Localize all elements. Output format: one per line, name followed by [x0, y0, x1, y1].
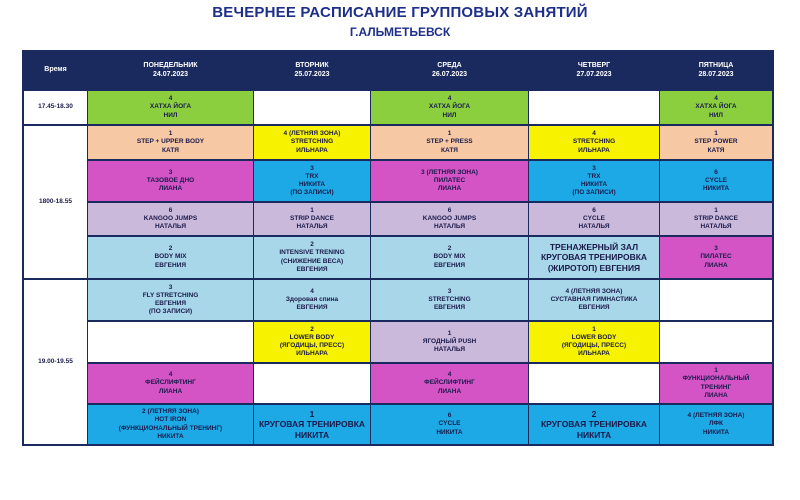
class-cell-line: НИКИТА: [702, 185, 730, 193]
class-cell-line: (ПО ЗАПИСИ): [290, 189, 334, 197]
class-cell-line: 4 (ЛЕТНЯЯ ЗОНА): [687, 412, 745, 420]
class-cell-line: 2: [447, 245, 452, 253]
class-cell-line: FLY STRETCHING: [142, 291, 199, 299]
class-cell: [371, 203, 528, 235]
class-cell-line: ЛИАНА: [704, 391, 728, 399]
class-cell-line: BODY MIX: [433, 253, 466, 261]
empty-cell: [529, 364, 659, 403]
class-cell-line: (ФУНКЦИОНАЛЬНЫЙ ТРЕНИНГ): [118, 424, 223, 432]
class-cell-line: 2: [168, 245, 173, 253]
schedule-table: [22, 50, 774, 446]
class-cell-line: 6: [592, 206, 596, 214]
class-cell-line: CYCLE: [438, 420, 461, 428]
class-cell: [88, 203, 253, 235]
class-cell-line: НИКИТА: [580, 181, 608, 188]
class-cell-line: ФЕЙСЛИФТИНГ: [145, 379, 196, 387]
class-cell-line: KANGOO JUMPS: [143, 214, 198, 222]
class-cell-line: 6: [168, 206, 173, 214]
day-date: 27.07.2023: [576, 70, 612, 78]
class-cell-line: ИЛЬНАРА: [578, 146, 610, 154]
class-cell: [254, 203, 370, 235]
class-cell-line: Здоровая спина: [285, 295, 339, 303]
class-cell-line: (ПО ЗАПИСИ): [572, 189, 616, 197]
time-slot-1: 17.45-18.30: [24, 91, 87, 124]
class-cell: [254, 126, 370, 159]
class-cell-line: ФЕЙСЛИФТИНГ: [424, 379, 475, 387]
class-cell-line: 4 (ЛЕТНЯЯ ЗОНА): [283, 130, 341, 138]
class-cell-line: НАТАЛЬЯ: [700, 223, 732, 231]
class-cell-line: STRETCHING: [428, 295, 471, 303]
class-cell: [88, 91, 253, 124]
class-cell-line: TRX: [587, 172, 601, 180]
class-cell-line: НИЛ: [442, 111, 457, 119]
class-cell-line: НАТАЛЬЯ: [578, 223, 610, 231]
header-day-friday: [660, 52, 772, 89]
class-cell-line: 1: [168, 130, 173, 138]
class-cell-line: ЛИАНА: [437, 387, 462, 395]
class-cell-line: 2: [591, 408, 597, 419]
class-cell-line: 1: [592, 325, 596, 333]
class-cell-line: TRX: [305, 172, 319, 180]
day-date: 25.07.2023: [294, 70, 330, 78]
class-cell: [529, 322, 659, 362]
class-cell: [660, 126, 772, 159]
class-cell-line: (ЖИРОТОП) ЕВГЕНИЯ: [547, 262, 641, 273]
class-cell: [254, 161, 370, 201]
class-cell: [529, 203, 659, 235]
class-cell: [529, 161, 659, 201]
class-cell: [254, 280, 370, 320]
class-cell-line: (СНИЖЕНИЕ ВЕСА): [280, 257, 344, 265]
class-cell-line: НИКИТА: [157, 432, 184, 440]
class-cell-line: НАТАЛЬЯ: [433, 223, 466, 231]
day-name: ВТОРНИК: [295, 61, 329, 69]
class-cell-line: 4: [168, 371, 173, 379]
class-cell-line: 6: [447, 206, 452, 214]
class-cell-line: 2: [310, 241, 314, 249]
class-cell-line: STEP POWER: [694, 138, 738, 146]
class-cell: [88, 280, 253, 320]
class-cell-line: ХАТХА ЙОГА: [695, 103, 737, 111]
class-cell-line: ЛИАНА: [437, 185, 462, 193]
header-time: Время: [44, 66, 67, 74]
class-cell-line: 4: [592, 130, 596, 138]
class-cell-line: 1: [714, 367, 718, 375]
class-cell: [660, 405, 772, 444]
class-cell-line: LOWER BODY: [289, 333, 335, 341]
class-cell-line: STRIP DANCE: [290, 214, 334, 222]
class-cell-line: КРУГОВАЯ ТРЕНИРОВКА: [540, 419, 648, 430]
class-cell: [371, 237, 528, 278]
class-cell-line: НАТАЛЬЯ: [296, 223, 328, 231]
class-cell-line: (ПО ЗАПИСИ): [148, 308, 193, 316]
class-cell-line: 3: [447, 287, 452, 295]
class-cell: [529, 126, 659, 159]
empty-cell: [254, 364, 370, 403]
class-cell-line: 4 (ЛЕТНЯЯ ЗОНА): [565, 287, 623, 295]
empty-cell: [660, 322, 772, 362]
page-subtitle: Г.АЛЬМЕТЬЕВСК: [349, 25, 451, 39]
class-cell: [660, 91, 772, 124]
class-cell-line: 2 (ЛЕТНЯЯ ЗОНА): [142, 408, 199, 416]
class-cell-line: 1: [447, 130, 452, 138]
class-cell-line: 3: [168, 283, 173, 291]
class-cell: [529, 237, 659, 278]
class-cell-line: (ЯГОДИЦЫ, ПРЕСС): [561, 342, 627, 349]
class-cell-line: НИКИТА: [576, 429, 612, 440]
class-cell-line: 4: [714, 95, 718, 103]
class-cell-line: LOWER BODY: [571, 333, 617, 341]
class-cell-line: ЕВГЕНИЯ: [296, 265, 328, 273]
time-slot-2: 1800-18.55: [24, 126, 87, 278]
class-cell: [371, 364, 528, 403]
class-cell: [88, 161, 253, 201]
class-cell-line: ПИЛАТЕС: [700, 253, 732, 261]
class-cell-line: 4: [310, 287, 314, 295]
class-cell-line: STRETCHING: [290, 138, 334, 146]
empty-cell: [88, 322, 253, 362]
class-cell-line: (ЯГОДИЦЫ, ПРЕСС): [279, 342, 345, 349]
class-cell-line: НАТАЛЬЯ: [154, 223, 187, 231]
class-cell: [88, 364, 253, 403]
class-cell-line: 4: [447, 95, 452, 103]
class-cell-line: 1: [714, 130, 718, 138]
class-cell-line: НИКИТА: [702, 428, 730, 436]
class-cell-line: ЕВГЕНИЯ: [578, 304, 610, 312]
day-name: ПЯТНИЦА: [698, 61, 734, 69]
class-cell-line: STEP + PRESS: [426, 138, 473, 146]
day-name: СРЕДА: [437, 61, 462, 69]
class-cell-line: НИКИТА: [436, 428, 463, 436]
class-cell-line: 4: [447, 371, 452, 379]
time-slot-3: 19.00-19.55: [24, 280, 87, 444]
class-cell-line: 2: [310, 325, 314, 333]
class-cell-line: STRIP DANCE: [694, 214, 738, 222]
header-day-tuesday: [254, 52, 370, 89]
class-cell-line: 3: [168, 168, 173, 176]
day-date: 26.07.2023: [431, 70, 468, 78]
class-cell-line: КРУГОВАЯ ТРЕНИРОВКА: [540, 252, 648, 263]
class-cell-line: ТРЕНИНГ: [700, 383, 732, 391]
class-cell: [529, 405, 659, 444]
class-cell-line: СУСТАВНАЯ ГИМНАСТИКА: [550, 295, 638, 303]
class-cell-line: НИКИТА: [294, 429, 330, 440]
class-cell-line: ХАТХА ЙОГА: [149, 103, 192, 111]
class-cell-line: НИЛ: [163, 111, 178, 119]
header-day-thursday: [529, 52, 659, 89]
class-cell-line: ИЛЬНАРА: [296, 146, 328, 154]
class-cell-line: ФУНКЦИОНАЛЬНЫЙ: [682, 375, 750, 383]
day-date: 24.07.2023: [152, 70, 189, 78]
class-cell-line: 3: [714, 245, 718, 253]
class-cell-line: 6: [714, 168, 718, 176]
class-cell: [371, 280, 528, 320]
class-cell-line: ТРЕНАЖЕРНЫЙ ЗАЛ: [549, 241, 639, 252]
class-cell: [88, 126, 253, 159]
class-cell-line: ЕВГЕНИЯ: [154, 261, 187, 269]
class-cell-line: 3: [592, 164, 596, 172]
class-cell-line: 1: [309, 408, 315, 419]
class-cell-line: ТАЗОВОЕ ДНО: [146, 176, 195, 184]
header-day-monday: [88, 52, 253, 89]
class-cell-line: BODY MIX: [154, 253, 187, 261]
class-cell: [660, 161, 772, 201]
class-cell-line: INTENSIVE TRENING: [279, 249, 345, 257]
class-cell-line: ИЛЬНАРА: [578, 350, 610, 358]
class-cell-line: КАТЯ: [707, 146, 725, 154]
class-cell-line: ЛИАНА: [158, 387, 183, 395]
class-cell-line: 1: [714, 206, 718, 214]
class-cell: [371, 91, 528, 124]
class-cell: [371, 322, 528, 362]
class-cell: [660, 203, 772, 235]
class-cell-line: ЕВГЕНИЯ: [433, 304, 466, 312]
class-cell: [660, 237, 772, 278]
class-cell: [660, 364, 772, 403]
class-cell-line: 1: [447, 329, 452, 337]
empty-cell: [254, 91, 370, 124]
empty-cell: [660, 280, 772, 320]
class-cell-line: ЛИАНА: [158, 185, 183, 193]
class-cell-line: STRETCHING: [572, 138, 616, 146]
class-cell-line: ПИЛАТЕС: [433, 176, 466, 184]
class-cell: [529, 280, 659, 320]
class-cell-line: 3 (ЛЕТНЯЯ ЗОНА): [421, 168, 478, 176]
day-name: ПОНЕДЕЛЬНИК: [143, 61, 198, 69]
class-cell-line: ЛИАНА: [704, 261, 728, 269]
class-cell-line: ЕВГЕНИЯ: [433, 261, 466, 269]
class-cell-line: ЯГОДНЫЙ PUSH: [422, 337, 477, 345]
class-cell: [371, 161, 528, 201]
day-name: ЧЕТВЕРГ: [577, 61, 611, 69]
empty-cell: [529, 91, 659, 124]
class-cell-line: ИЛЬНАРА: [296, 350, 328, 358]
class-cell-line: ЕВГЕНИЯ: [296, 304, 328, 312]
class-cell-line: CYCLE: [704, 176, 728, 184]
class-cell-line: КАТЯ: [441, 146, 458, 154]
header-day-wednesday: [371, 52, 528, 89]
class-cell-line: HOT IRON: [154, 416, 187, 424]
class-cell: [254, 405, 370, 444]
class-cell-line: НИЛ: [709, 111, 723, 119]
class-cell-line: НАТАЛЬЯ: [433, 346, 466, 354]
class-cell: [371, 126, 528, 159]
class-cell-line: KANGOO JUMPS: [422, 214, 477, 222]
class-cell-line: ХАТХА ЙОГА: [428, 103, 471, 111]
class-cell-line: НИКИТА: [298, 181, 326, 188]
class-cell-line: ЛФК: [708, 420, 724, 428]
class-cell: [254, 322, 370, 362]
class-cell-line: 1: [310, 206, 314, 214]
class-cell: [88, 237, 253, 278]
class-cell-line: CYCLE: [582, 214, 606, 222]
class-cell-line: КРУГОВАЯ ТРЕНИРОВКА: [258, 419, 366, 430]
class-cell-line: КАТЯ: [162, 146, 179, 154]
class-cell: [254, 237, 370, 278]
class-cell: [371, 405, 528, 444]
class-cell-line: ЕВГЕНИЯ: [154, 300, 187, 307]
class-cell-line: 3: [310, 164, 314, 172]
page-title: ВЕЧЕРНЕЕ РАСПИСАНИЕ ГРУППОВЫХ ЗАНЯТИЙ: [212, 4, 588, 21]
day-date: 28.07.2023: [698, 70, 734, 78]
class-cell-line: 6: [447, 412, 452, 420]
class-cell-line: 4: [168, 95, 173, 103]
class-cell: [88, 405, 253, 444]
class-cell-line: STEP + UPPER BODY: [136, 138, 205, 146]
